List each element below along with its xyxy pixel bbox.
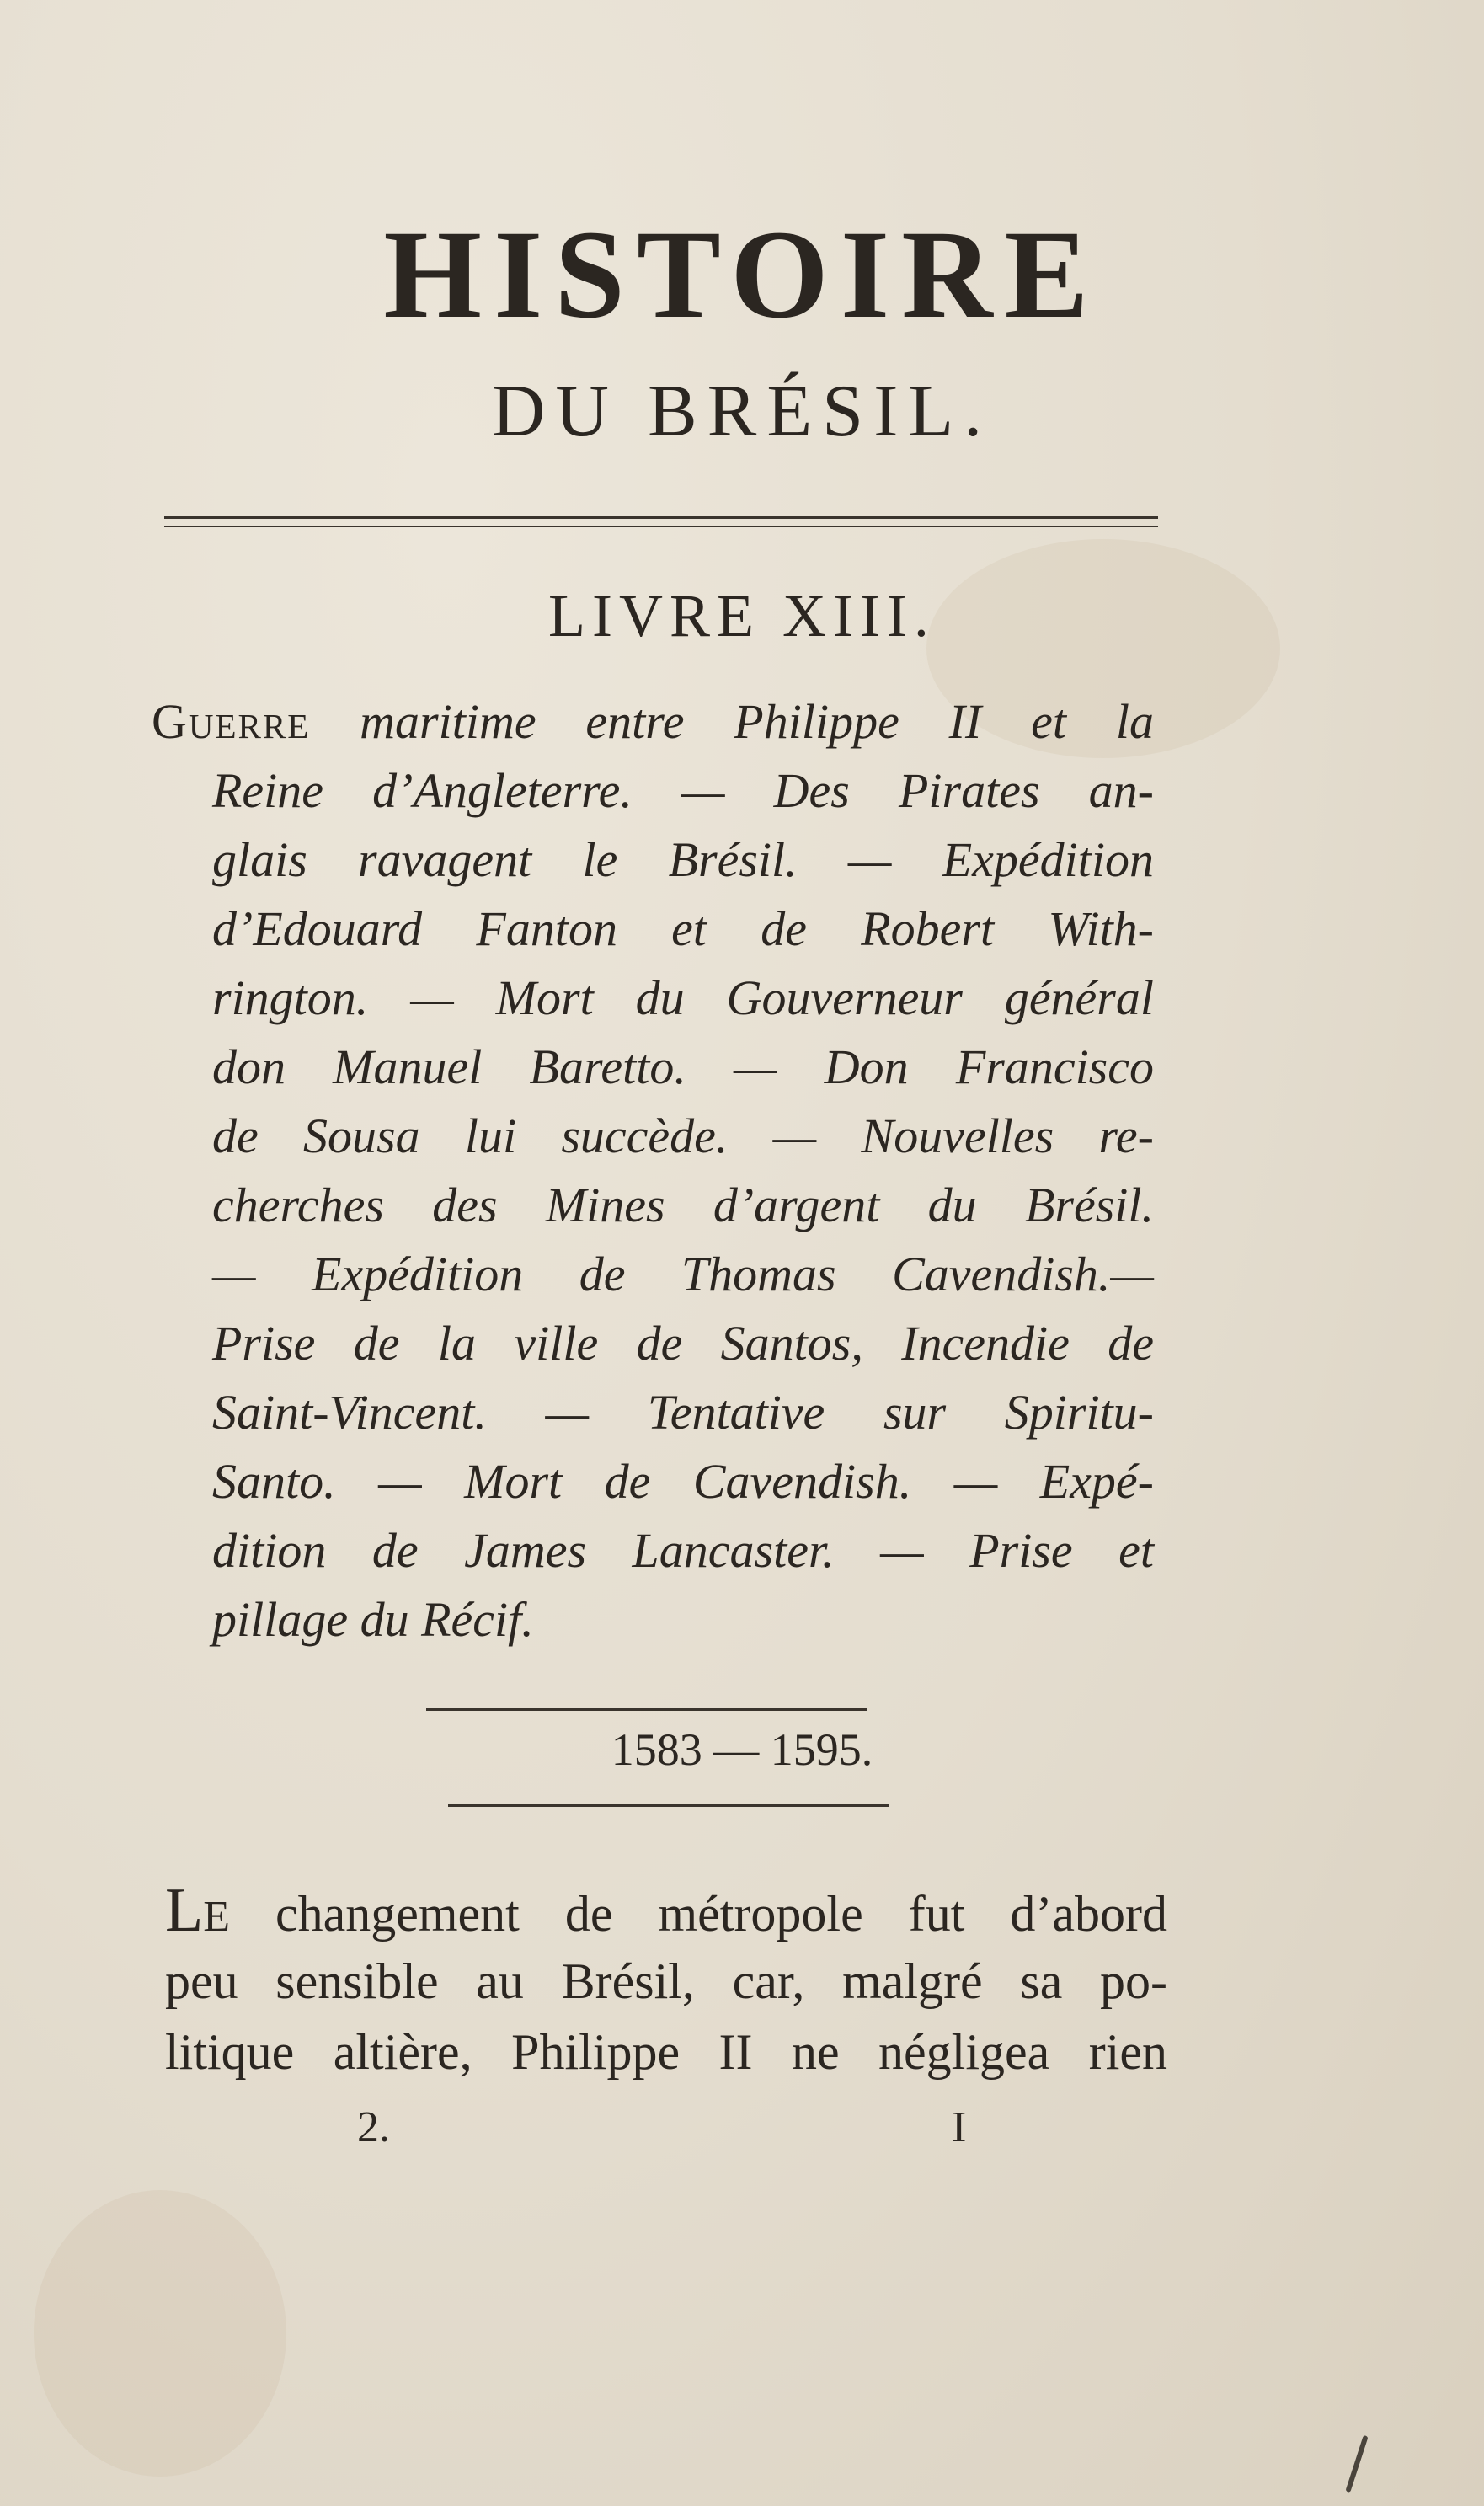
paper-stain bbox=[34, 2190, 286, 2477]
page-title: HISTOIRE bbox=[383, 205, 1101, 345]
summary-line: don Manuel Baretto. — Don Francisco bbox=[212, 1039, 1154, 1094]
page-subtitle: DU BRÉSIL. bbox=[491, 371, 993, 452]
summary-line: Prise de la ville de Santos, Incendie de bbox=[212, 1316, 1154, 1371]
summary-lead-word: Guerre bbox=[152, 694, 311, 749]
summary-line: glais ravagent le Brésil. — Expédition bbox=[212, 832, 1154, 887]
summary-line: Guerre maritime entre Philippe II et la bbox=[152, 694, 1154, 749]
summary-line: dition de James Lancaster. — Prise et bbox=[212, 1523, 1154, 1578]
dates-rule-top bbox=[426, 1708, 867, 1711]
summary-line: rington. — Mort du Gouverneur général bbox=[212, 970, 1154, 1025]
summary-line: Santo. — Mort de Cavendish. — Expé- bbox=[212, 1454, 1154, 1509]
body-paragraph bbox=[165, 1875, 1167, 2087]
book-heading: LIVRE XIII. bbox=[548, 582, 936, 649]
body-line: peu sensible au Brésil, car, malgré sa po- bbox=[165, 1953, 1167, 2009]
summary-line: — Expédition de Thomas Cavendish.— bbox=[212, 1247, 1154, 1301]
summary-line: cherches des Mines d’argent du Brésil. bbox=[212, 1178, 1154, 1232]
signature-mark: I bbox=[952, 2103, 967, 2151]
dropcap-word: Le bbox=[165, 1876, 230, 1945]
volume-number: 2. bbox=[357, 2103, 390, 2151]
chapter-summary bbox=[152, 687, 1154, 1654]
summary-line: de Sousa lui succède. — Nouvelles re- bbox=[212, 1109, 1154, 1163]
summary-line: Saint-Vincent. — Tentative sur Spiritu- bbox=[212, 1385, 1154, 1440]
summary-line: d’Edouard Fanton et de Robert With- bbox=[212, 901, 1154, 956]
title-divider bbox=[164, 516, 1158, 527]
dates-rule-bottom bbox=[448, 1804, 889, 1807]
summary-line: pillage du Récif. bbox=[212, 1592, 534, 1647]
pencil-mark bbox=[1345, 2435, 1368, 2493]
summary-line: Reine d’Angleterre. — Des Pirates an- bbox=[212, 763, 1154, 818]
body-line: litique altière, Philippe II ne négligea rien bbox=[165, 2024, 1167, 2080]
date-range: 1583 — 1595. bbox=[611, 1724, 873, 1775]
body-line: Le changement de métropole fut d’abord bbox=[165, 1876, 1167, 1945]
